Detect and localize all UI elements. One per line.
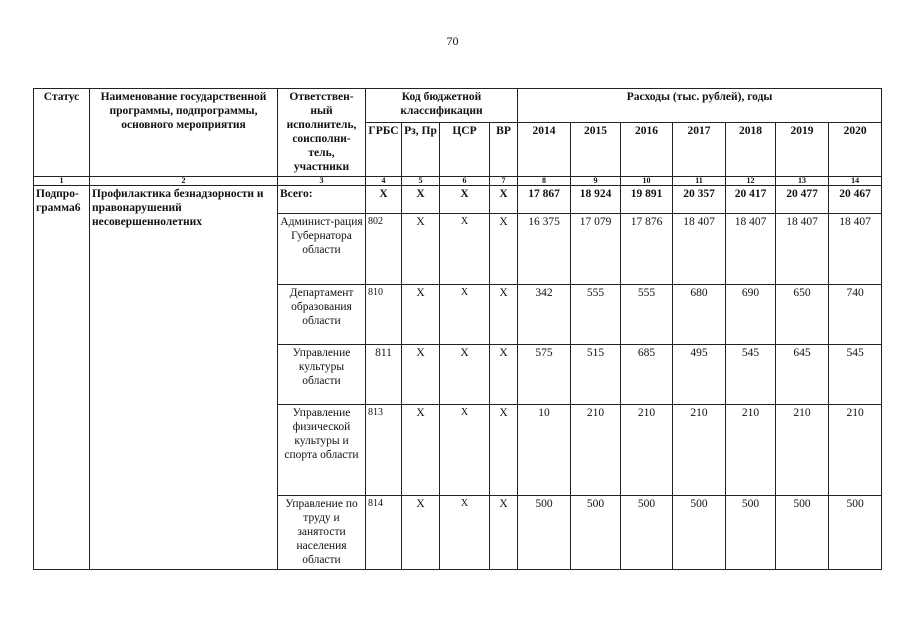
rz-pr-cell: Х <box>402 496 440 570</box>
executor-cell: Департамент образования области <box>278 285 366 345</box>
header-vr: ВР <box>490 123 518 177</box>
expense-cell: 18 407 <box>673 214 726 285</box>
rz-pr-cell: Х <box>402 405 440 496</box>
header-executor: Ответствен-ный исполнитель, соисполни-тель, участники <box>278 89 366 177</box>
expense-cell: 20 357 <box>673 186 726 214</box>
expense-cell: 20 467 <box>829 186 882 214</box>
csr-cell: Х <box>440 496 490 570</box>
grbs-cell: 813 <box>366 405 402 496</box>
expense-cell: 500 <box>776 496 829 570</box>
rz-pr-cell: Х <box>402 214 440 285</box>
expense-cell: 20 417 <box>726 186 776 214</box>
expense-cell: 500 <box>621 496 673 570</box>
expense-cell: 342 <box>518 285 571 345</box>
expense-cell: 17 876 <box>621 214 673 285</box>
expense-cell: 10 <box>518 405 571 496</box>
column-number: 5 <box>402 177 440 186</box>
header-rz-pr: Рз, Пр <box>402 123 440 177</box>
header-year: 2018 <box>726 123 776 177</box>
csr-cell: Х <box>440 345 490 405</box>
expense-cell: 210 <box>571 405 621 496</box>
executor-cell: Всего: <box>278 186 366 214</box>
expense-cell: 685 <box>621 345 673 405</box>
expense-cell: 575 <box>518 345 571 405</box>
header-expenses: Расходы (тыс. рублей), годы <box>518 89 882 123</box>
page-number: 70 <box>446 34 459 48</box>
grbs-cell: 811 <box>366 345 402 405</box>
expense-cell: 17 867 <box>518 186 571 214</box>
column-number: 14 <box>829 177 882 186</box>
expense-cell: 18 407 <box>726 214 776 285</box>
grbs-cell: 814 <box>366 496 402 570</box>
rz-pr-cell: Х <box>402 345 440 405</box>
expense-cell: 545 <box>726 345 776 405</box>
expense-cell: 210 <box>673 405 726 496</box>
vr-cell: Х <box>490 186 518 214</box>
expense-cell: 500 <box>829 496 882 570</box>
header-year: 2020 <box>829 123 882 177</box>
expense-cell: 210 <box>726 405 776 496</box>
column-number: 10 <box>621 177 673 186</box>
expense-cell: 17 079 <box>571 214 621 285</box>
header-budget-code: Код бюджетной классификации <box>366 89 518 123</box>
header-csr: ЦСР <box>440 123 490 177</box>
expense-cell: 20 477 <box>776 186 829 214</box>
column-number-row <box>34 177 882 186</box>
column-number: 9 <box>571 177 621 186</box>
expense-cell: 18 407 <box>776 214 829 285</box>
executor-cell: Управление культуры области <box>278 345 366 405</box>
expense-cell: 495 <box>673 345 726 405</box>
column-number: 2 <box>90 177 278 186</box>
expense-cell: 515 <box>571 345 621 405</box>
executor-cell: Управление физической культуры и спорта области <box>278 405 366 496</box>
rz-pr-cell: Х <box>402 285 440 345</box>
column-number: 1 <box>34 177 90 186</box>
expense-cell: 680 <box>673 285 726 345</box>
expense-cell: 19 891 <box>621 186 673 214</box>
column-number: 12 <box>726 177 776 186</box>
column-number: 11 <box>673 177 726 186</box>
expense-cell: 210 <box>829 405 882 496</box>
expense-cell: 500 <box>726 496 776 570</box>
vr-cell: Х <box>490 285 518 345</box>
expense-cell: 500 <box>673 496 726 570</box>
status-cell: Подпро-грамма6 <box>34 186 90 570</box>
header-year: 2016 <box>621 123 673 177</box>
header-grbs: ГРБС <box>366 123 402 177</box>
expense-cell: 500 <box>518 496 571 570</box>
rz-pr-cell: Х <box>402 186 440 214</box>
program-name-cell: Профилактика безнадзорности и правонарушений несовершеннолетних <box>90 186 278 570</box>
expense-cell: 210 <box>621 405 673 496</box>
executor-cell: Админист-рация Губернатора области <box>278 214 366 285</box>
table-row-total <box>34 186 882 214</box>
column-number: 3 <box>278 177 366 186</box>
header-year: 2019 <box>776 123 829 177</box>
grbs-cell: 802 <box>366 214 402 285</box>
budget-table <box>33 88 882 570</box>
expense-cell: 210 <box>776 405 829 496</box>
grbs-cell: 810 <box>366 285 402 345</box>
expense-cell: 555 <box>571 285 621 345</box>
expense-cell: 18 407 <box>829 214 882 285</box>
executor-cell: Управление по труду и занятости населения области <box>278 496 366 570</box>
vr-cell: Х <box>490 405 518 496</box>
expense-cell: 645 <box>776 345 829 405</box>
column-number: 13 <box>776 177 829 186</box>
csr-cell: Х <box>440 186 490 214</box>
csr-cell: Х <box>440 214 490 285</box>
vr-cell: Х <box>490 214 518 285</box>
column-number: 6 <box>440 177 490 186</box>
expense-cell: 18 924 <box>571 186 621 214</box>
column-number: 7 <box>490 177 518 186</box>
header-year: 2015 <box>571 123 621 177</box>
vr-cell: Х <box>490 345 518 405</box>
expense-cell: 545 <box>829 345 882 405</box>
grbs-cell: Х <box>366 186 402 214</box>
csr-cell: Х <box>440 285 490 345</box>
header-year: 2017 <box>673 123 726 177</box>
expense-cell: 650 <box>776 285 829 345</box>
expense-cell: 555 <box>621 285 673 345</box>
expense-cell: 500 <box>571 496 621 570</box>
expense-cell: 740 <box>829 285 882 345</box>
column-number: 8 <box>518 177 571 186</box>
header-status: Статус <box>34 89 90 177</box>
header-year: 2014 <box>518 123 571 177</box>
column-number: 4 <box>366 177 402 186</box>
vr-cell: Х <box>490 496 518 570</box>
header-name: Наименование государственной программы, подпрограммы, основного мероприятия <box>90 89 278 177</box>
expense-cell: 690 <box>726 285 776 345</box>
expense-cell: 16 375 <box>518 214 571 285</box>
csr-cell: Х <box>440 405 490 496</box>
